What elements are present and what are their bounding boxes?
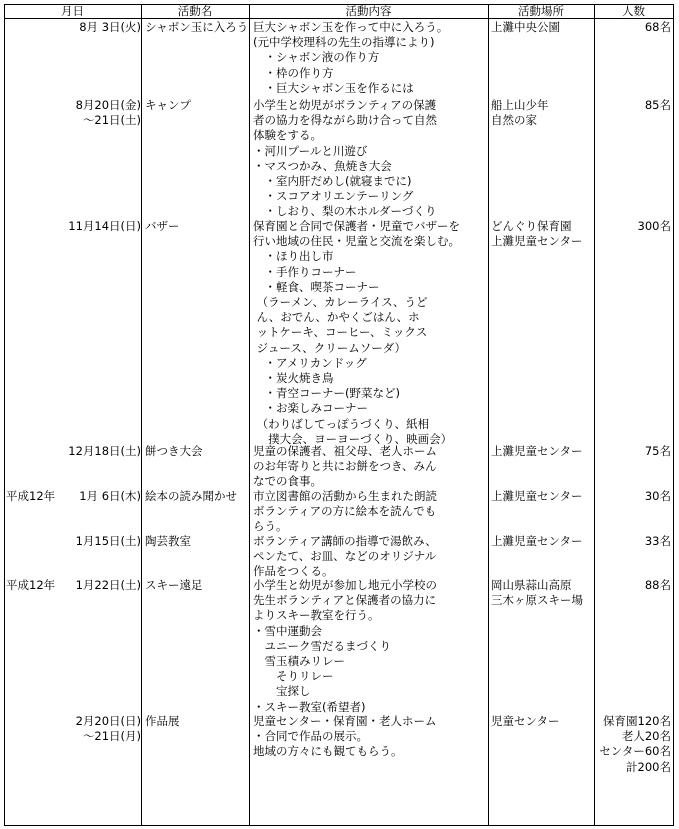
row-count: 85名 [644, 98, 671, 112]
row-era: 平成12年 [6, 578, 56, 592]
row-date: 2月20日(日) ～21日(月) [75, 714, 141, 744]
header-divider [4, 18, 674, 19]
row-activity-name: 陶芸教室 [145, 534, 191, 548]
column-line [4, 4, 5, 826]
row-count: 88名 [644, 578, 671, 592]
row-activity-name: 餅つき大会 [145, 444, 203, 458]
row-content: 小学生と幼児がボランティアの保護 者の協力を得ながら助け合って自然 体験をする。 ・河川プールと川遊び ・マスつかみ、魚焼き大会 ・室内肝だめし(就寝までに) ・スコアオリエンテーリング ・しおり、梨の木ホルダーづくり [253, 98, 437, 219]
row-content: 市立図書館の活動から生まれた朗読 ボランティアの方に絵本を読んでも らう。 [253, 489, 437, 534]
column-line [594, 4, 595, 826]
row-place: 上灘児童センター [491, 489, 583, 503]
row-place: 岡山県蒜山高原 三木ヶ原スキー場 [491, 578, 583, 608]
row-content: 児童センター・保育園・老人ホーム ・合同で作品の展示。 地域の方々にも観てもらう。 [253, 714, 437, 759]
header-count: 人数 [622, 4, 645, 18]
row-count: 30名 [644, 489, 671, 503]
row-place: 上灘中央公園 [491, 20, 560, 34]
row-count: 保育園120名 老人20名 センター60名 計200名 [599, 714, 671, 774]
row-activity-name: 作品展 [145, 714, 180, 728]
row-count: 300名 [637, 219, 671, 233]
row-date: 1月22日(土) [75, 578, 141, 592]
row-date: 11月14日(日) [68, 219, 141, 233]
row-place: 上灘児童センター [491, 444, 583, 458]
row-place: 児童センター [491, 714, 560, 728]
row-date: 12月18日(土) [68, 444, 141, 458]
row-place: 船上山少年 自然の家 [491, 98, 549, 128]
header-date: 月日 [61, 4, 84, 18]
column-line [488, 4, 489, 826]
row-activity-name: シャボン玉に入ろう [145, 20, 249, 34]
row-content: 児童の保護者、祖父母、老人ホーム のお年寄りと共にお餅をつき、みん なでの食事。 [253, 444, 437, 489]
row-era: 平成12年 [6, 489, 56, 503]
row-count: 68名 [644, 20, 671, 34]
column-line [249, 4, 250, 826]
column-line [141, 4, 142, 826]
activity-table [4, 4, 674, 826]
column-line [673, 4, 674, 826]
row-count: 33名 [644, 534, 671, 548]
row-date: 1月 6日(木) [79, 489, 141, 503]
row-activity-name: バザー [145, 219, 180, 233]
row-count: 75名 [644, 444, 671, 458]
row-activity-name: キャンプ [145, 98, 191, 112]
row-activity-name: 絵本の読み聞かせ [145, 489, 237, 503]
row-activity-name: スキー遠足 [145, 578, 203, 592]
row-date: 8月20日(金) ～21日(土) [75, 98, 141, 128]
row-date: 1月15日(土) [75, 534, 141, 548]
header-name: 活動名 [177, 4, 213, 18]
row-content: ボランティア講師の指導で湯飲み、 ペンたて、お皿、などのオリジナル 作品をつくる。 [253, 534, 437, 579]
row-place: どんぐり保育園 上灘児童センター [491, 219, 583, 249]
table-border-bottom [4, 825, 674, 826]
header-place: 活動場所 [518, 4, 564, 18]
row-content: 巨大シャボン玉を作って中に入ろう。 (元中学校理科の先生の指導により) ・シャボン液の作り方 ・枠の作り方 ・巨大シャボン玉を作るには [253, 20, 449, 95]
row-place: 上灘児童センター [491, 534, 583, 548]
row-date: 8月 3日(火) [79, 20, 141, 34]
row-content: 保育園と合同で保護者・児童でバザーを 行い地域の住民・児童と交流を楽しむ。 ・ほり出し市 ・手作りコーナー ・軽食、喫茶コーナー （ラーメン、カレーライス、うど ん、おでん、かやくごはん、ホ ットケーキ、コーヒー、ミックス ジュース、クリームソーダ） ・アメリカンドッグ ・炭火焼き鳥 ・青空コーナー(野菜など) ・お楽しみコーナー （わりばしてっぽうづくり、紙相 撲大会、ヨーヨーづくり、映画会） [253, 219, 460, 446]
header-content: 活動内容 [345, 4, 392, 18]
row-content: 小学生と幼児が参加し地元小学校の 先生ボランティアと保護者の協力に よりスキー教室を行う。 ・雪中運動会 ユニーク雪だるまづくり 雪玉積みリレー そりリレー 宝探し ・スキー教室(希望者) [253, 578, 437, 714]
